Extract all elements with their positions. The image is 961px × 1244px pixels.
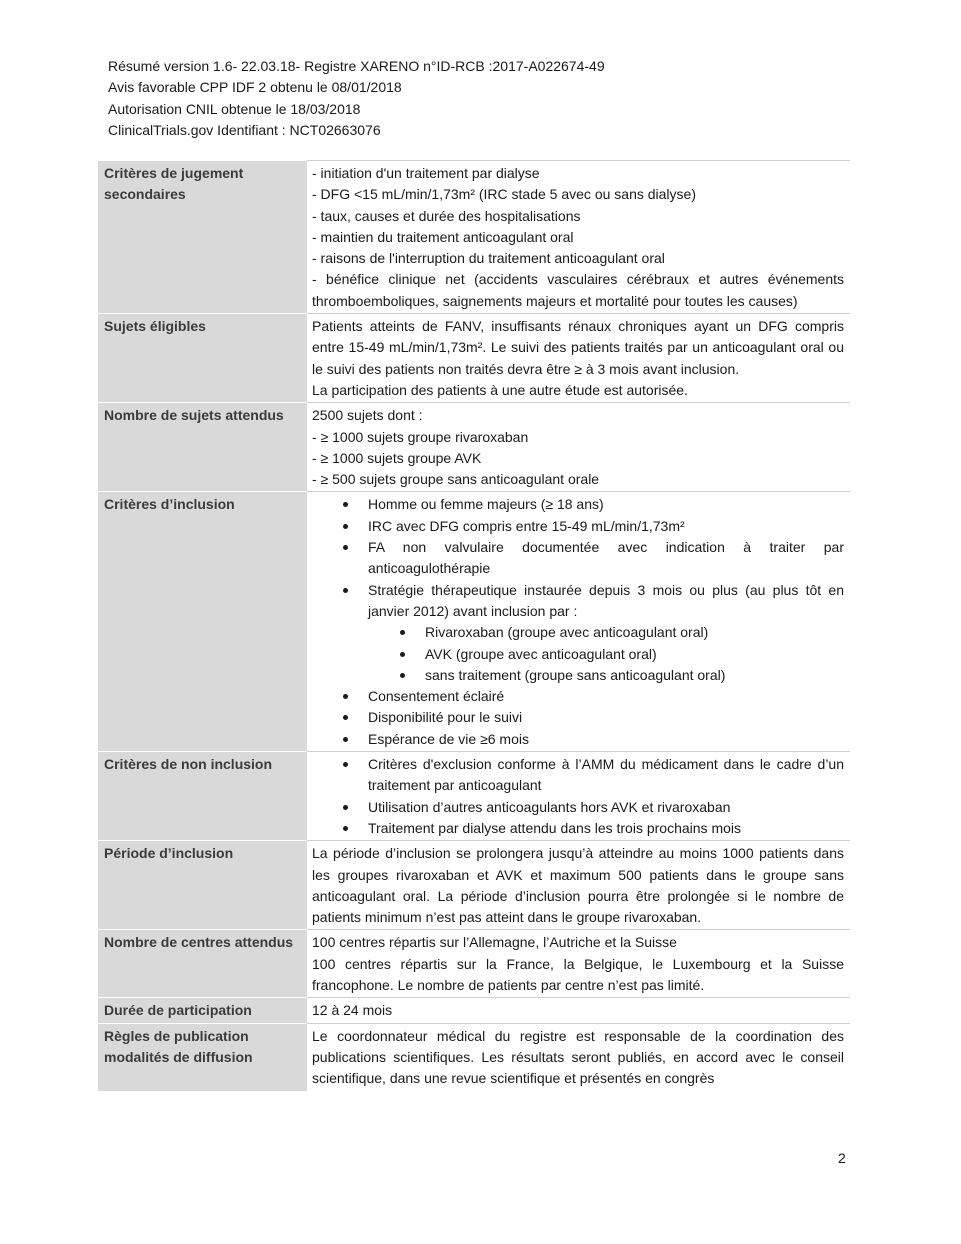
row-content — [307, 752, 850, 841]
list-item: Espérance de vie ≥6 mois — [368, 729, 844, 750]
row-content — [307, 161, 850, 314]
row-content — [307, 930, 850, 998]
row-inclusion-period — [98, 841, 850, 930]
row-secondary-criteria — [98, 161, 850, 314]
list-item-text: Stratégie thérapeutique instaurée depuis 3 mois ou plus (au plus tôt en janvier 2012) avant inclusion par : — [368, 581, 844, 619]
centres-line: 100 centres répartis sur l’Allemagne, l’Autriche et la Suisse — [312, 934, 677, 951]
list-subitem: AVK (groupe avec anticoagulant oral) — [425, 644, 844, 665]
inclusion-list — [312, 494, 844, 750]
secondary-line: - initiation d'un traitement par dialyse — [312, 165, 540, 181]
document-header — [108, 56, 605, 141]
eligible-paragraph: La participation des patients à une autre étude est autorisée. — [312, 381, 688, 398]
expected-line: 2500 sujets dont : — [312, 407, 423, 424]
row-participation-duration — [98, 998, 850, 1023]
secondary-line: - maintien du traitement anticoagulant oral — [312, 228, 574, 245]
row-label: Durée de participation — [98, 998, 307, 1023]
row-content — [307, 314, 850, 403]
row-content — [307, 1023, 850, 1091]
protocol-summary-table — [98, 160, 850, 1091]
row-label: Critères de non inclusion — [98, 752, 307, 841]
page-number: 2 — [838, 1150, 846, 1166]
secondary-line: - raisons de l'interruption du traitement anticoagulant oral — [312, 250, 665, 267]
row-content — [307, 403, 850, 492]
list-item: IRC avec DFG compris entre 15-49 mL/min/1,73m² — [368, 516, 844, 537]
secondary-line: - bénéfice clinique net (accidents vasculaires cérébraux et autres événements thromboemboliques, saignements majeurs et mortalité pour toutes les causes) — [312, 271, 844, 309]
row-eligible-subjects — [98, 314, 850, 403]
row-inclusion-criteria — [98, 492, 850, 752]
list-subitem: Rivaroxaban (groupe avec anticoagulant oral) — [425, 622, 844, 643]
row-label: Nombre de sujets attendus — [98, 403, 307, 492]
list-item: FA non valvulaire documentée avec indication à traiter par anticoagulothérapie — [368, 537, 844, 580]
row-non-inclusion-criteria — [98, 752, 850, 841]
eligible-paragraph: Patients atteints de FANV, insuffisants rénaux chroniques ayant un DFG compris entre 15-49 mL/min/1,73m². Le suivi des patients traités par un anticoagulant oral ou le suivi des patients non traités devra être ≥ à 3 mois avant inclusion. — [312, 318, 844, 377]
period-paragraph: La période d’inclusion se prolongera jusqu’à atteindre au moins 1000 patients dans les groupes rivaroxaban et AVK et maximum 500 patients dans le groupe sans anticoagulant oral. La période d’inclusion pourra être prolongée si le nombre de patients minimum n’est pas atteint dans le groupe rivaroxaban. — [312, 845, 844, 926]
row-label: Nombre de centres attendus — [98, 930, 307, 998]
row-content — [307, 841, 850, 930]
exclusion-list — [312, 754, 844, 839]
row-label: Sujets éligibles — [98, 314, 307, 403]
list-item: Consentement éclairé — [368, 686, 844, 707]
header-line-version: Résumé version 1.6- 22.03.18- Registre XARENO n°ID-RCB :2017-A022674-49 — [108, 58, 605, 74]
row-publication-rules — [98, 1023, 850, 1091]
list-item: Homme ou femme majeurs (≥ 18 ans) — [368, 494, 844, 515]
publication-paragraph: Le coordonnateur médical du registre est responsable de la coordination des publications scientifiques. Les résultats seront publiés, en accord avec le conseil scientifique, dans une revue scientifique et présentés en congrès — [312, 1027, 844, 1087]
row-content — [307, 998, 850, 1023]
expected-line: - ≥ 500 sujets groupe sans anticoagulant orale — [312, 471, 600, 488]
header-line-cpp: Avis favorable CPP IDF 2 obtenu le 08/01/2018 — [108, 79, 402, 96]
header-line-cnil: Autorisation CNIL obtenue le 18/03/2018 — [108, 100, 361, 117]
inclusion-sublist — [368, 622, 844, 686]
list-item: Traitement par dialyse attendu dans les trois prochains mois — [368, 818, 844, 839]
row-content — [307, 492, 850, 752]
list-subitem: sans traitement (groupe sans anticoagulant oral) — [425, 665, 844, 686]
secondary-line: - taux, causes et durée des hospitalisations — [312, 207, 581, 224]
list-item: Critères d'exclusion conforme à l’AMM du médicament dans le cadre d’un traitement par anticoagulant — [368, 754, 844, 797]
list-item: Disponibilité pour le suivi — [368, 707, 844, 728]
duration-text: 12 à 24 mois — [312, 1002, 393, 1019]
centres-paragraph: 100 centres répartis sur la France, la Belgique, le Luxembourg et la Suisse francophone. Le nombre de patients par centre n’est pas limité. — [312, 955, 844, 993]
row-expected-subjects — [98, 403, 850, 492]
expected-line: - ≥ 1000 sujets groupe AVK — [312, 449, 482, 466]
row-label: Critères de jugement secondaires — [98, 161, 307, 314]
list-item — [368, 580, 844, 686]
secondary-line: - DFG <15 mL/min/1,73m² (IRC stade 5 avec ou sans dialyse) — [312, 186, 696, 203]
row-expected-centres — [98, 930, 850, 998]
header-line-clinicaltrials: ClinicalTrials.gov Identifiant : NCT02663076 — [108, 121, 381, 138]
row-label: Règles de publication modalités de diffusion — [98, 1023, 307, 1091]
list-item: Utilisation d’autres anticoagulants hors AVK et rivaroxaban — [368, 797, 844, 818]
row-label: Période d’inclusion — [98, 841, 307, 930]
expected-line: - ≥ 1000 sujets groupe rivaroxaban — [312, 428, 529, 445]
row-label: Critères d’inclusion — [98, 492, 307, 752]
